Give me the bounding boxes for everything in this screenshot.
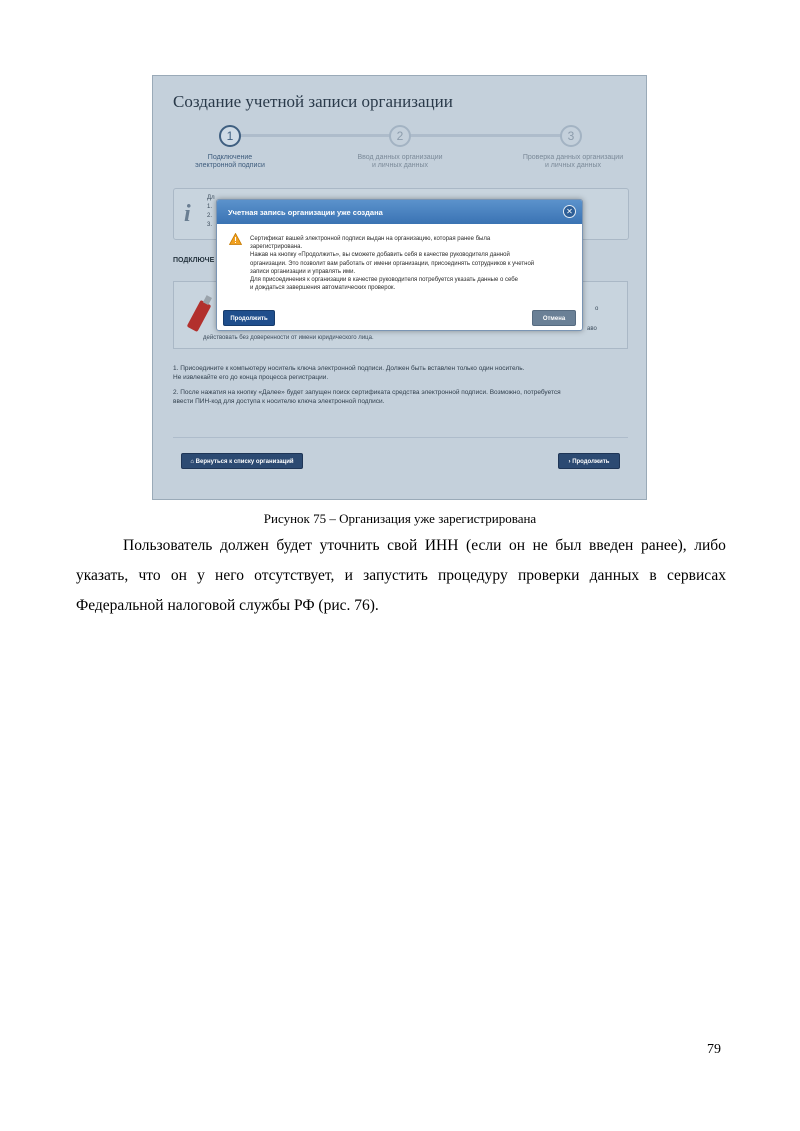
paragraph-word: него bbox=[215, 567, 244, 584]
paragraph-word: процедуру bbox=[438, 567, 508, 584]
warning-icon bbox=[229, 233, 242, 245]
continue-button-label: Продолжить bbox=[572, 459, 610, 465]
paragraph-word: не bbox=[532, 537, 548, 554]
page-title: Создание учетной записи организации bbox=[173, 92, 453, 111]
figure-caption: Рисунок 75 – Организация уже зарегистрирована bbox=[263, 511, 537, 526]
paragraph-line-1 bbox=[123, 537, 726, 555]
info-fragment: 1. bbox=[207, 204, 213, 210]
dialog-header bbox=[217, 200, 582, 224]
token-text-fragment: действовать без доверенности от имени юридического лица. bbox=[203, 335, 374, 341]
divider bbox=[173, 437, 628, 438]
step-3-circle: 3 bbox=[560, 125, 582, 147]
step-2-label bbox=[345, 154, 455, 170]
info-fragment: 2. bbox=[207, 213, 213, 219]
close-icon[interactable]: ✕ bbox=[563, 205, 576, 218]
paragraph-word: либо bbox=[694, 537, 726, 554]
section-heading: ПОДКЛЮЧЕ bbox=[173, 257, 215, 264]
dialog-message bbox=[250, 235, 575, 292]
paragraph-word: данных bbox=[589, 567, 640, 584]
paragraph-word: он bbox=[508, 537, 526, 554]
paragraph-word: Пользователь bbox=[123, 537, 213, 554]
paragraph-line-3: Федеральной налоговой службы РФ (рис. 76). bbox=[76, 597, 379, 614]
step-2-label-line2: и личных данных bbox=[371, 162, 429, 169]
step-1-label-line2: электронной подписи bbox=[195, 162, 265, 169]
dialog-line: Сертификат вашей электронной подписи выдан на организацию, которая ранее была bbox=[250, 236, 491, 242]
paragraph-word: и bbox=[344, 567, 353, 584]
step-1-label-line1: Подключение bbox=[207, 154, 253, 161]
paragraph-word: (если bbox=[466, 537, 502, 554]
paragraph-word: свой bbox=[387, 537, 418, 554]
paragraph-word: запустить bbox=[363, 567, 428, 584]
info-fragment: Дл bbox=[207, 195, 215, 201]
paragraph-word: у bbox=[197, 567, 205, 584]
dialog-line: Для присоединения к организации в качестве руководителя потребуется указать данные о себе bbox=[250, 277, 518, 284]
chevron-right-icon: › bbox=[568, 459, 571, 465]
paragraph-word: отсутствует, bbox=[254, 567, 335, 584]
paragraph-word: ИНН bbox=[424, 537, 459, 554]
step-1-label bbox=[180, 154, 280, 170]
step-3-label-line1: Проверка данных организации bbox=[522, 154, 624, 161]
paragraph-word: сервисах bbox=[666, 567, 726, 584]
paragraph-word: должен bbox=[219, 537, 269, 554]
paragraph-word: был bbox=[555, 537, 582, 554]
step-2-circle: 2 bbox=[389, 125, 411, 147]
back-button-label: Вернуться к списку организаций bbox=[195, 459, 294, 465]
paragraph-word: что bbox=[138, 567, 161, 584]
token-text-fragment: аво bbox=[587, 326, 597, 332]
dialog-line: Нажав на кнопку «Продолжить», вы сможете добавить себя в качестве руководителя данной bbox=[250, 252, 510, 259]
instructions-list bbox=[173, 364, 633, 412]
paragraph-line-2 bbox=[76, 567, 726, 585]
organization-exists-dialog bbox=[216, 199, 583, 331]
paragraph-word: введен bbox=[589, 537, 634, 554]
dialog-line: зарегистрирована. bbox=[250, 244, 303, 251]
registration-page bbox=[153, 76, 647, 500]
dialog-line: и дождаться завершения автоматических проверок. bbox=[250, 285, 396, 292]
info-fragment: 3. bbox=[207, 222, 213, 228]
token-text-fragment: о bbox=[595, 306, 599, 312]
continue-button[interactable] bbox=[558, 453, 620, 469]
step-2-label-line1: Ввод данных организации bbox=[357, 154, 443, 161]
info-icon: i bbox=[184, 201, 191, 227]
dialog-title: Учетная запись организации уже создана bbox=[228, 208, 383, 217]
instruction-item: 2. После нажатия на кнопку «Далее» будет запущен поиск сертификата средства электронной подписи. Возможно, потребуется ввести ПИН-код для доступа к носителю ключа электронной подписи. bbox=[173, 389, 561, 405]
page-number: 79 bbox=[707, 1042, 721, 1057]
dialog-continue-button[interactable]: Продолжить bbox=[223, 310, 275, 326]
paragraph-word: он bbox=[170, 567, 187, 584]
paragraph-word: будет bbox=[276, 537, 313, 554]
paragraph-word: проверки bbox=[517, 567, 580, 584]
step-3-label-line2: и личных данных bbox=[544, 162, 602, 169]
step-1-circle: 1 bbox=[219, 125, 241, 147]
paragraph-word: указать, bbox=[76, 567, 129, 584]
paragraph-word: уточнить bbox=[319, 537, 380, 554]
dialog-line: записи организации и управлять ими. bbox=[250, 268, 356, 275]
instruction-item: 1. Присоедините к компьютеру носитель ключа электронной подписи. Должен быть вставлен только один носитель. Не извлекайте его до конца процесса регистрации. bbox=[173, 365, 525, 381]
dialog-line: организации. Это позволит вам работать от имени организации, присоединять сотрудников к учетной bbox=[250, 260, 535, 267]
dialog-cancel-button[interactable]: Отмена bbox=[532, 310, 576, 326]
home-icon: ⌂ bbox=[190, 459, 194, 465]
paragraph-word: в bbox=[649, 567, 657, 584]
figure-screenshot bbox=[152, 75, 647, 500]
back-to-organizations-button[interactable] bbox=[181, 453, 303, 469]
paragraph-word: ранее), bbox=[640, 537, 687, 554]
step-3-label bbox=[513, 154, 633, 170]
